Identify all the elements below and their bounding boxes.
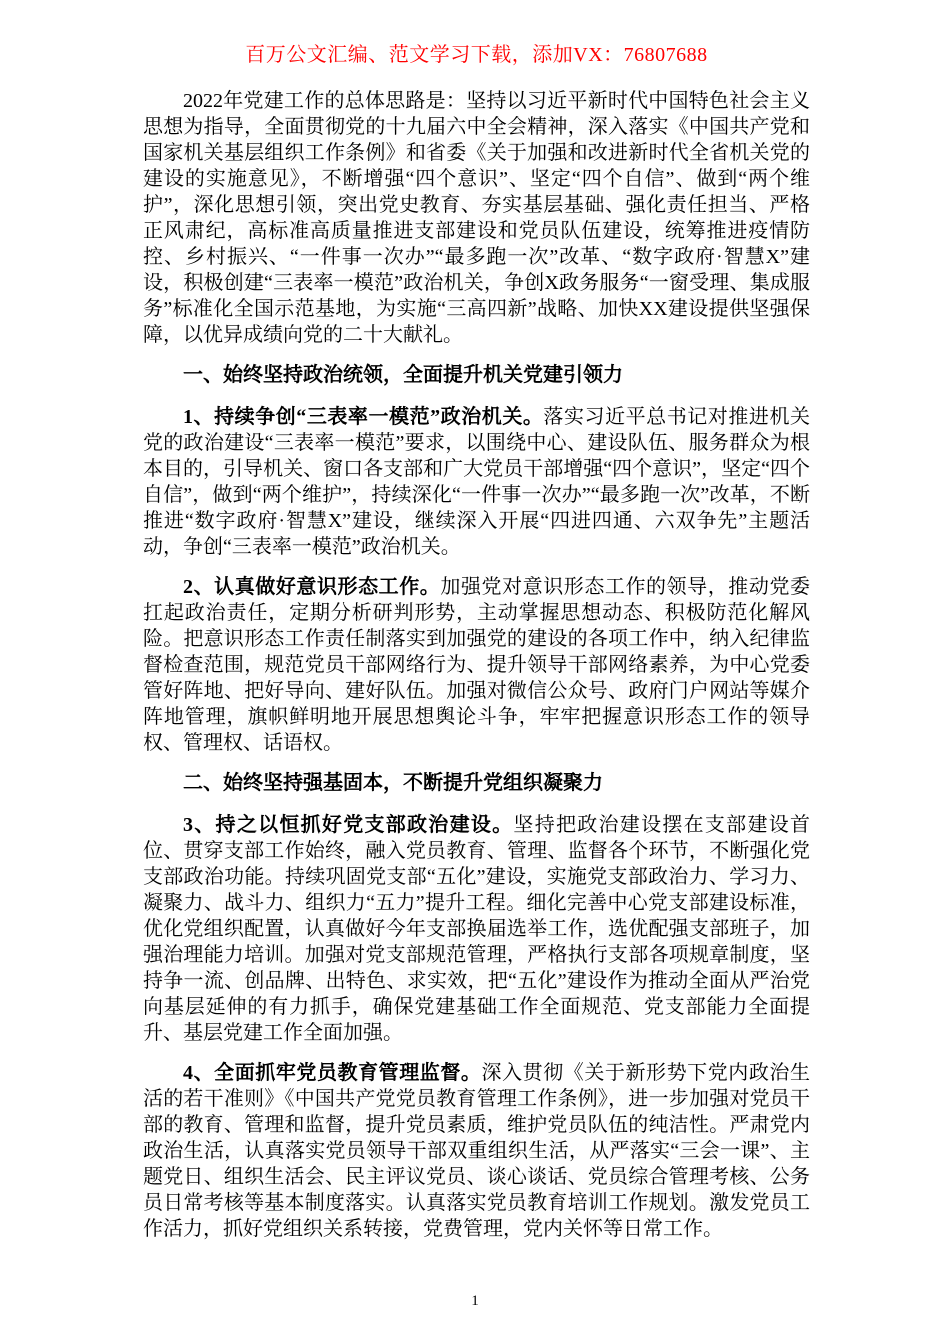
point-lead-4: 4、全面抓牢党员教育管理监督。	[183, 1062, 482, 1084]
document-body	[143, 88, 810, 1242]
point-lead-1: 1、持续争创“三表率一模范”政治机关。	[183, 406, 544, 428]
point-text-3: 坚持把政治建设摆在支部建设首位、贯穿支部工作始终，融入党员教育、管理、监督各个环节，不断强化党支部政治功能。持续巩固党支部“五化”建设，实施党支部政治力、学习力、凝聚力、战斗力、组织力“五力”提升工程。细化完善中心党支部建设标准，优化党组织配置，认真做好今年支部换届选举工作，选优配强支部班子，加强治理能力培训。加强对党支部规范管理，严格执行支部各项规章制度，坚持争一流、创品牌、出特色、求实效，把“五化”建设作为推动全面从严治党向基层延伸的有力抓手，确保党建基础工作全面规范、党支部能力全面提升、基层党建工作全面加强。	[143, 814, 811, 1044]
intro-paragraph	[143, 88, 810, 348]
section-heading-2: 二、始终坚持强基固本，不断提升党组织凝聚力	[183, 772, 603, 794]
point-text-4: 深入贯彻《关于新形势下党内政治生活的若干准则》《中国共产党党员教育管理工作条例》，进一步加强对党员干部的教育、管理和监督，提升党员素质，维护党员队伍的纯洁性。严肃党内政治生活，认真落实党员领导干部双重组织生活，从严落实“三会一课”、主题党日、组织生活会、民主评议党员、谈心谈话、党员综合管理考核、公务员日常考核等基本制度落实。认真落实党员教育培训工作规划。激发党员工作活力，抓好党组织关系转接，党费管理，党内关怀等日常工作。	[143, 1062, 810, 1240]
point-paragraph-3	[143, 812, 810, 1046]
point-paragraph-4	[143, 1060, 810, 1242]
point-lead-2: 2、认真做好意识形态工作。	[183, 576, 441, 598]
point-paragraph-2	[143, 574, 810, 756]
section-heading-1: 一、始终坚持政治统领，全面提升机关党建引领力	[183, 364, 623, 386]
page-number: 1	[471, 1293, 479, 1309]
point-lead-3: 3、持之以恒抓好党支部政治建设。	[183, 814, 514, 836]
point-text-1: 落实习近平总书记对推进机关党的政治建设“三表率一模范”要求，以围绕中心、建设队伍、服务群众为根本目的，引导机关、窗口各支部和广大党员干部增强“四个意识”，坚定“四个自信”，做到“两个维护”，持续深化“一件事一次办”“最多跑一次”改革，不断推进“数字政府·智慧X”建设，继续深入开展“四进四通、六双争先”主题活动，争创“三表率一模范”政治机关。	[143, 406, 811, 558]
point-paragraph-1	[143, 404, 810, 560]
header-ad-text: 百万公文汇编、范文学习下载，添加VX：76807688	[245, 44, 708, 66]
intro-text: 2022年党建工作的总体思路是：坚持以习近平新时代中国特色社会主义思想为指导，全面贯彻党的十九届六中全会精神，深入落实《中国共产党和国家机关基层组织工作条例》和省委《关于加强和改进新时代全省机关党的建设的实施意见》，不断增强“四个意识”、坚定“四个自信”、做到“两个维护”，深化思想引领，突出党史教育、夯实基层基础、强化责任担当、严格正风肃纪，高标准高质量推进支部建设和党员队伍建设，统筹推进疫情防控、乡村振兴、“一件事一次办”“最多跑一次”改革、“数字政府·智慧X”建设，积极创建“三表率一模范”政治机关，争创X政务服务“一窗受理、集成服务”标准化全国示范基地，为实施“三高四新”战略、加快XX建设提供坚强保障，以优异成绩向党的二十大献礼。	[143, 90, 810, 346]
point-text-2: 加强党对意识形态工作的领导，推动党委扛起政治责任，定期分析研判形势，主动掌握思想动态、积极防范化解风险。把意识形态工作责任制落实到加强党的建设的各项工作中，纳入纪律监督检查范围，规范党员干部网络行为、提升领导干部网络素养，为中心党委管好阵地、把好导向、建好队伍。加强对微信公众号、政府门户网站等媒介阵地管理，旗帜鲜明地开展思想舆论斗争，牢牢把握意识形态工作的领导权、管理权、话语权。	[143, 576, 811, 754]
